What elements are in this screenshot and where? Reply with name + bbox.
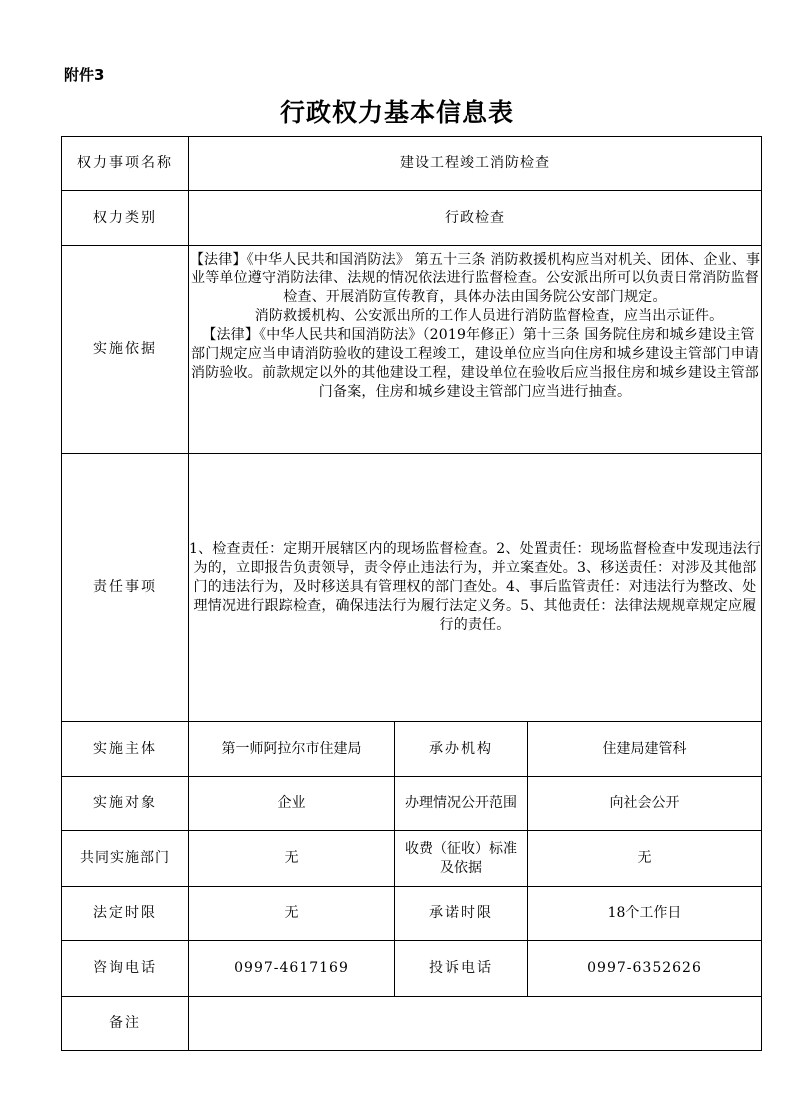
disclosure-scope-value: 向社会公开: [528, 777, 762, 831]
power-type-value: 行政检查: [189, 191, 762, 246]
responsibility-label: 责任事项: [62, 454, 189, 722]
table-row: [62, 246, 762, 454]
fee-standard-value: 无: [528, 831, 762, 887]
joint-dept-value: 无: [189, 831, 395, 887]
legal-time-limit-value: 无: [189, 887, 395, 941]
basis-paragraph: 【法律】《中华人民共和国消防法》（2019年修正）第十三条 国务院住房和城乡建设主管部门规定应当申请消防验收的建设工程竣工，建设单位应当向住房和城乡建设主管部门申请消防验收。前款规定以外的其他建设工程，建设单位在验收后应当报住房和城乡建设主管部门备案，住房和城乡建设主管部门应当进行抽查。: [191, 327, 759, 400]
page-title: 行政权力基本信息表: [279, 98, 514, 127]
remarks-value: [189, 997, 762, 1051]
table-row: [62, 941, 762, 997]
legal-time-limit-label: 法定时限: [62, 887, 189, 941]
table-row: [62, 722, 762, 777]
consult-phone-value: 0997-4617169: [189, 941, 395, 997]
table-row: [62, 997, 762, 1051]
complaint-phone-value: 0997-6352626: [528, 941, 762, 997]
subject-value: 第一师阿拉尔市住建局: [189, 722, 395, 777]
responsibility-value: 1、检查责任：定期开展辖区内的现场监督检查。2、处置责任：现场监督检查中发现违法行为的，立即报告负责领导，责令停止违法行为，并立案查处。3、移送责任：对涉及其他部门的违法行为，及时移送具有管理权的部门查处。4、事后监管责任：对违法行为整改、处理情况进行跟踪检查，确保违法行为履行法定义务。5、其他责任：法律法规规章规定应履行的责任。: [189, 454, 762, 722]
handling-agency-value: 住建局建管科: [528, 722, 762, 777]
target-label: 实施对象: [62, 777, 189, 831]
power-type-label: 权力类别: [62, 191, 189, 246]
promised-time-limit-label: 承诺时限: [395, 887, 528, 941]
info-table: [61, 136, 762, 1051]
attachment-label: 附件3: [64, 66, 105, 84]
joint-dept-label: 共同实施部门: [62, 831, 189, 887]
table-row: [62, 887, 762, 941]
basis-paragraph: 消防救援机构、公安派出所的工作人员进行消防监督检查，应当出示证件。: [254, 308, 724, 325]
basis-paragraph: 【法律】《中华人民共和国消防法》 第五十三条 消防救援机构应当对机关、团体、企业、事业等单位遵守消防法律、法规的情况依法进行监督检查。公安派出所可以负责日常消防监督检查、开展消防宣传教育，具体办法由国务院公安部门规定。: [189, 251, 761, 306]
subject-label: 实施主体: [62, 722, 189, 777]
table-row: [62, 777, 762, 831]
power-name-label: 权力事项名称: [62, 137, 189, 191]
table-row: [62, 831, 762, 887]
target-value: 企业: [189, 777, 395, 831]
table-row: [62, 454, 762, 722]
complaint-phone-label: 投诉电话: [395, 941, 528, 997]
consult-phone-label: 咨询电话: [62, 941, 189, 997]
remarks-label: 备注: [62, 997, 189, 1051]
handling-agency-label: 承办机构: [395, 722, 528, 777]
fee-standard-label: 收费（征收）标准及依据: [395, 831, 528, 887]
power-name-value: 建设工程竣工消防检查: [189, 137, 762, 191]
basis-value: [189, 246, 762, 454]
table-row: [62, 191, 762, 246]
disclosure-scope-label: 办理情况公开范围: [395, 777, 528, 831]
table-row: [62, 137, 762, 191]
basis-label: 实施依据: [62, 246, 189, 454]
promised-time-limit-value: 18个工作日: [528, 887, 762, 941]
